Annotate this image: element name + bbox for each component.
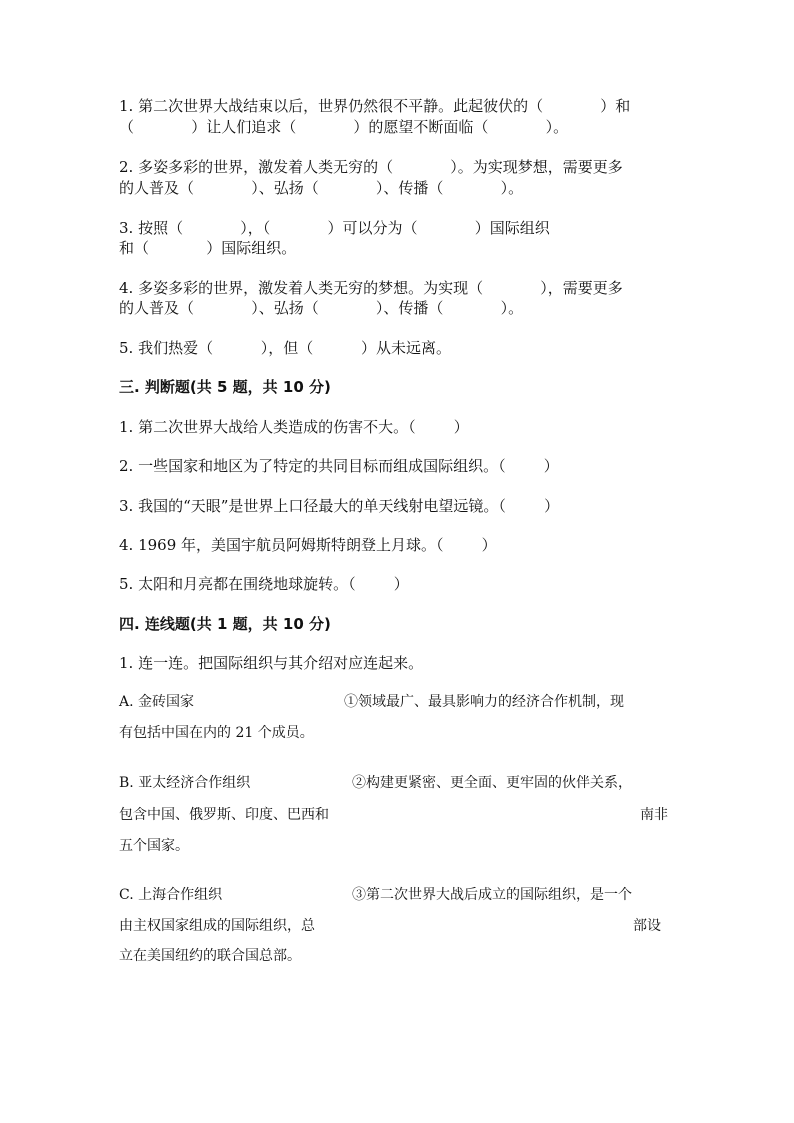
match-right-3-cont-2: 立在美国纽约的联合国总部。 [119, 948, 301, 964]
judge-item-4: 4. 1969 年，美国宇航员阿姆斯特朗登上月球。（ ） [119, 536, 497, 554]
fill-item-2-line-2: 的人普及（ ）、弘扬（ ）、传播（ ）。 [119, 179, 524, 197]
match-right-1-cont: 有包括中国在内的 21 个成员。 [119, 725, 314, 741]
match-right-2-cont-2: 五个国家。 [119, 838, 189, 854]
judge-item-5: 5. 太阳和月亮都在围绕地球旋转。（ ） [119, 575, 409, 593]
match-right-2: ②构建更紧密、更全面、更牢固的伙伴关系， [352, 775, 632, 791]
match-right-2-cont-1: 包含中国、俄罗斯、印度、巴西和 [119, 807, 329, 823]
match-right-2-cont-1-tail: 南非 [640, 807, 668, 823]
judge-item-2: 2. 一些国家和地区为了特定的共同目标而组成国际组织。（ ） [119, 457, 559, 475]
match-right-1: ①领域最广、最具影响力的经济合作机制，现 [344, 694, 624, 710]
match-left-c: C. 上海合作组织 [119, 887, 223, 903]
fill-item-1-line-1: 1. 第二次世界大战结束以后，世界仍然很不平静。此起彼伏的（ ）和 [119, 97, 631, 115]
match-right-3: ③第二次世界大战后成立的国际组织，是一个 [352, 887, 632, 903]
fill-item-5: 5. 我们热爱（ ），但（ ）从未远离。 [119, 339, 451, 357]
match-left-b: B. 亚太经济合作组织 [119, 775, 251, 791]
fill-item-2-line-1: 2. 多姿多彩的世界，激发着人类无穷的（ ）。为实现梦想，需要更多 [119, 158, 623, 176]
fill-item-4-line-1: 4. 多姿多彩的世界，激发着人类无穷的梦想。为实现（ ），需要更多 [119, 279, 623, 297]
judge-item-3: 3. 我国的“天眼”是世界上口径最大的单天线射电望远镜。（ ） [119, 497, 560, 515]
judge-item-1: 1. 第二次世界大战给人类造成的伤害不大。（ ） [119, 418, 469, 436]
fill-item-3-line-1: 3. 按照（ ），（ ）可以分为（ ）国际组织 [119, 219, 550, 237]
match-right-3-cont-1: 由主权国家组成的国际组织，总 [119, 918, 315, 934]
fill-item-1-line-2: （ ）让人们追求（ ）的愿望不断面临（ ）。 [119, 118, 569, 136]
match-right-3-cont-1-tail: 部设 [633, 918, 661, 934]
matching-question: 1. 连一连。把国际组织与其介绍对应连起来。 [119, 654, 424, 672]
match-left-a: A. 金砖国家 [119, 694, 195, 710]
section-3-heading: 三. 判断题(共 5 题，共 10 分) [119, 378, 331, 396]
fill-item-3-line-2: 和（ ）国际组织。 [119, 239, 297, 257]
fill-item-4-line-2: 的人普及（ ）、弘扬（ ）、传播（ ）。 [119, 299, 524, 317]
section-4-heading: 四. 连线题(共 1 题，共 10 分) [119, 615, 331, 633]
